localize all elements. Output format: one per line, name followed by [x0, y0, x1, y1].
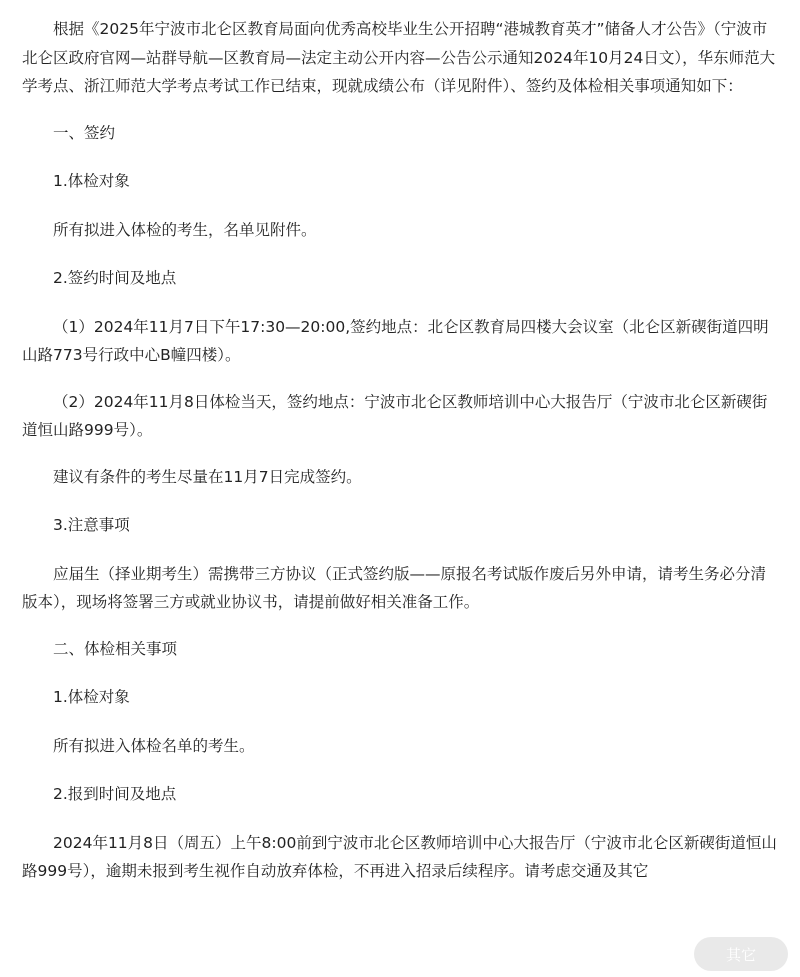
section-heading-medical: 二、体检相关事项 [53, 639, 178, 658]
subheading-report-time-location: 2.报到时间及地点 [53, 785, 177, 803]
subheading-notes: 3.注意事项 [53, 516, 130, 534]
subheading-signing-time-location: 2.签约时间及地点 [53, 269, 177, 287]
paragraph-report-time-location: 2024年11月8日（周五）上午8:00前到宁波市北仑区教师培训中心大报告厅（宁波市北仑区新碶街道恒山路999号），逾期未报到考生视作自动放弃体检，不再进入招录后续程序。请考虑交通及其它 [22, 833, 777, 880]
paragraph-signing-option-2: （2）2024年11月8日体检当天，签约地点：宁波市北仑区教师培训中心大报告厅（宁波市北仑区新碶街道恒山路999号）。 [22, 392, 768, 439]
subheading-exam-target: 1.体检对象 [53, 172, 130, 190]
subheading-medical-target: 1.体检对象 [53, 688, 130, 706]
paragraph-signing-option-1: （1）2024年11月7日下午17:30—20:00,签约地点：北仑区教育局四楼大会议室（北仑区新碶街道四明山路773号行政中心B幢四楼）。 [22, 317, 769, 364]
paragraph-signing-advice: 建议有条件的考生尽量在11月7日完成签约。 [53, 467, 362, 486]
floating-overlay-button[interactable] [694, 937, 788, 971]
section-heading-signing: 一、签约 [53, 123, 116, 142]
paragraph-medical-target: 所有拟进入体检名单的考生。 [53, 736, 255, 755]
intro-paragraph: 根据《2025年宁波市北仑区教育局面向优秀高校毕业生公开招聘“港城教育英才”储备人才公告》（宁波市北仑区政府官网—站群导航—区教育局—法定主动公开内容—公告公示通知2024年10月24日文），华东师范大学考点、浙江师范大学考点考试工作已结束，现就成绩公布（详见附件）、签约及体检相关事项通知如下： [22, 20, 776, 95]
paragraph-exam-target: 所有拟进入体检的考生，名单见附件。 [53, 220, 317, 239]
overlay-label: 其它 [725, 945, 756, 964]
paragraph-notes: 应届生（择业期考生）需携带三方协议（正式签约版——原报名考试版作废后另外申请，请考生务必分清版本），现场将签署三方或就业协议书，请提前做好相关准备工作。 [22, 564, 767, 611]
